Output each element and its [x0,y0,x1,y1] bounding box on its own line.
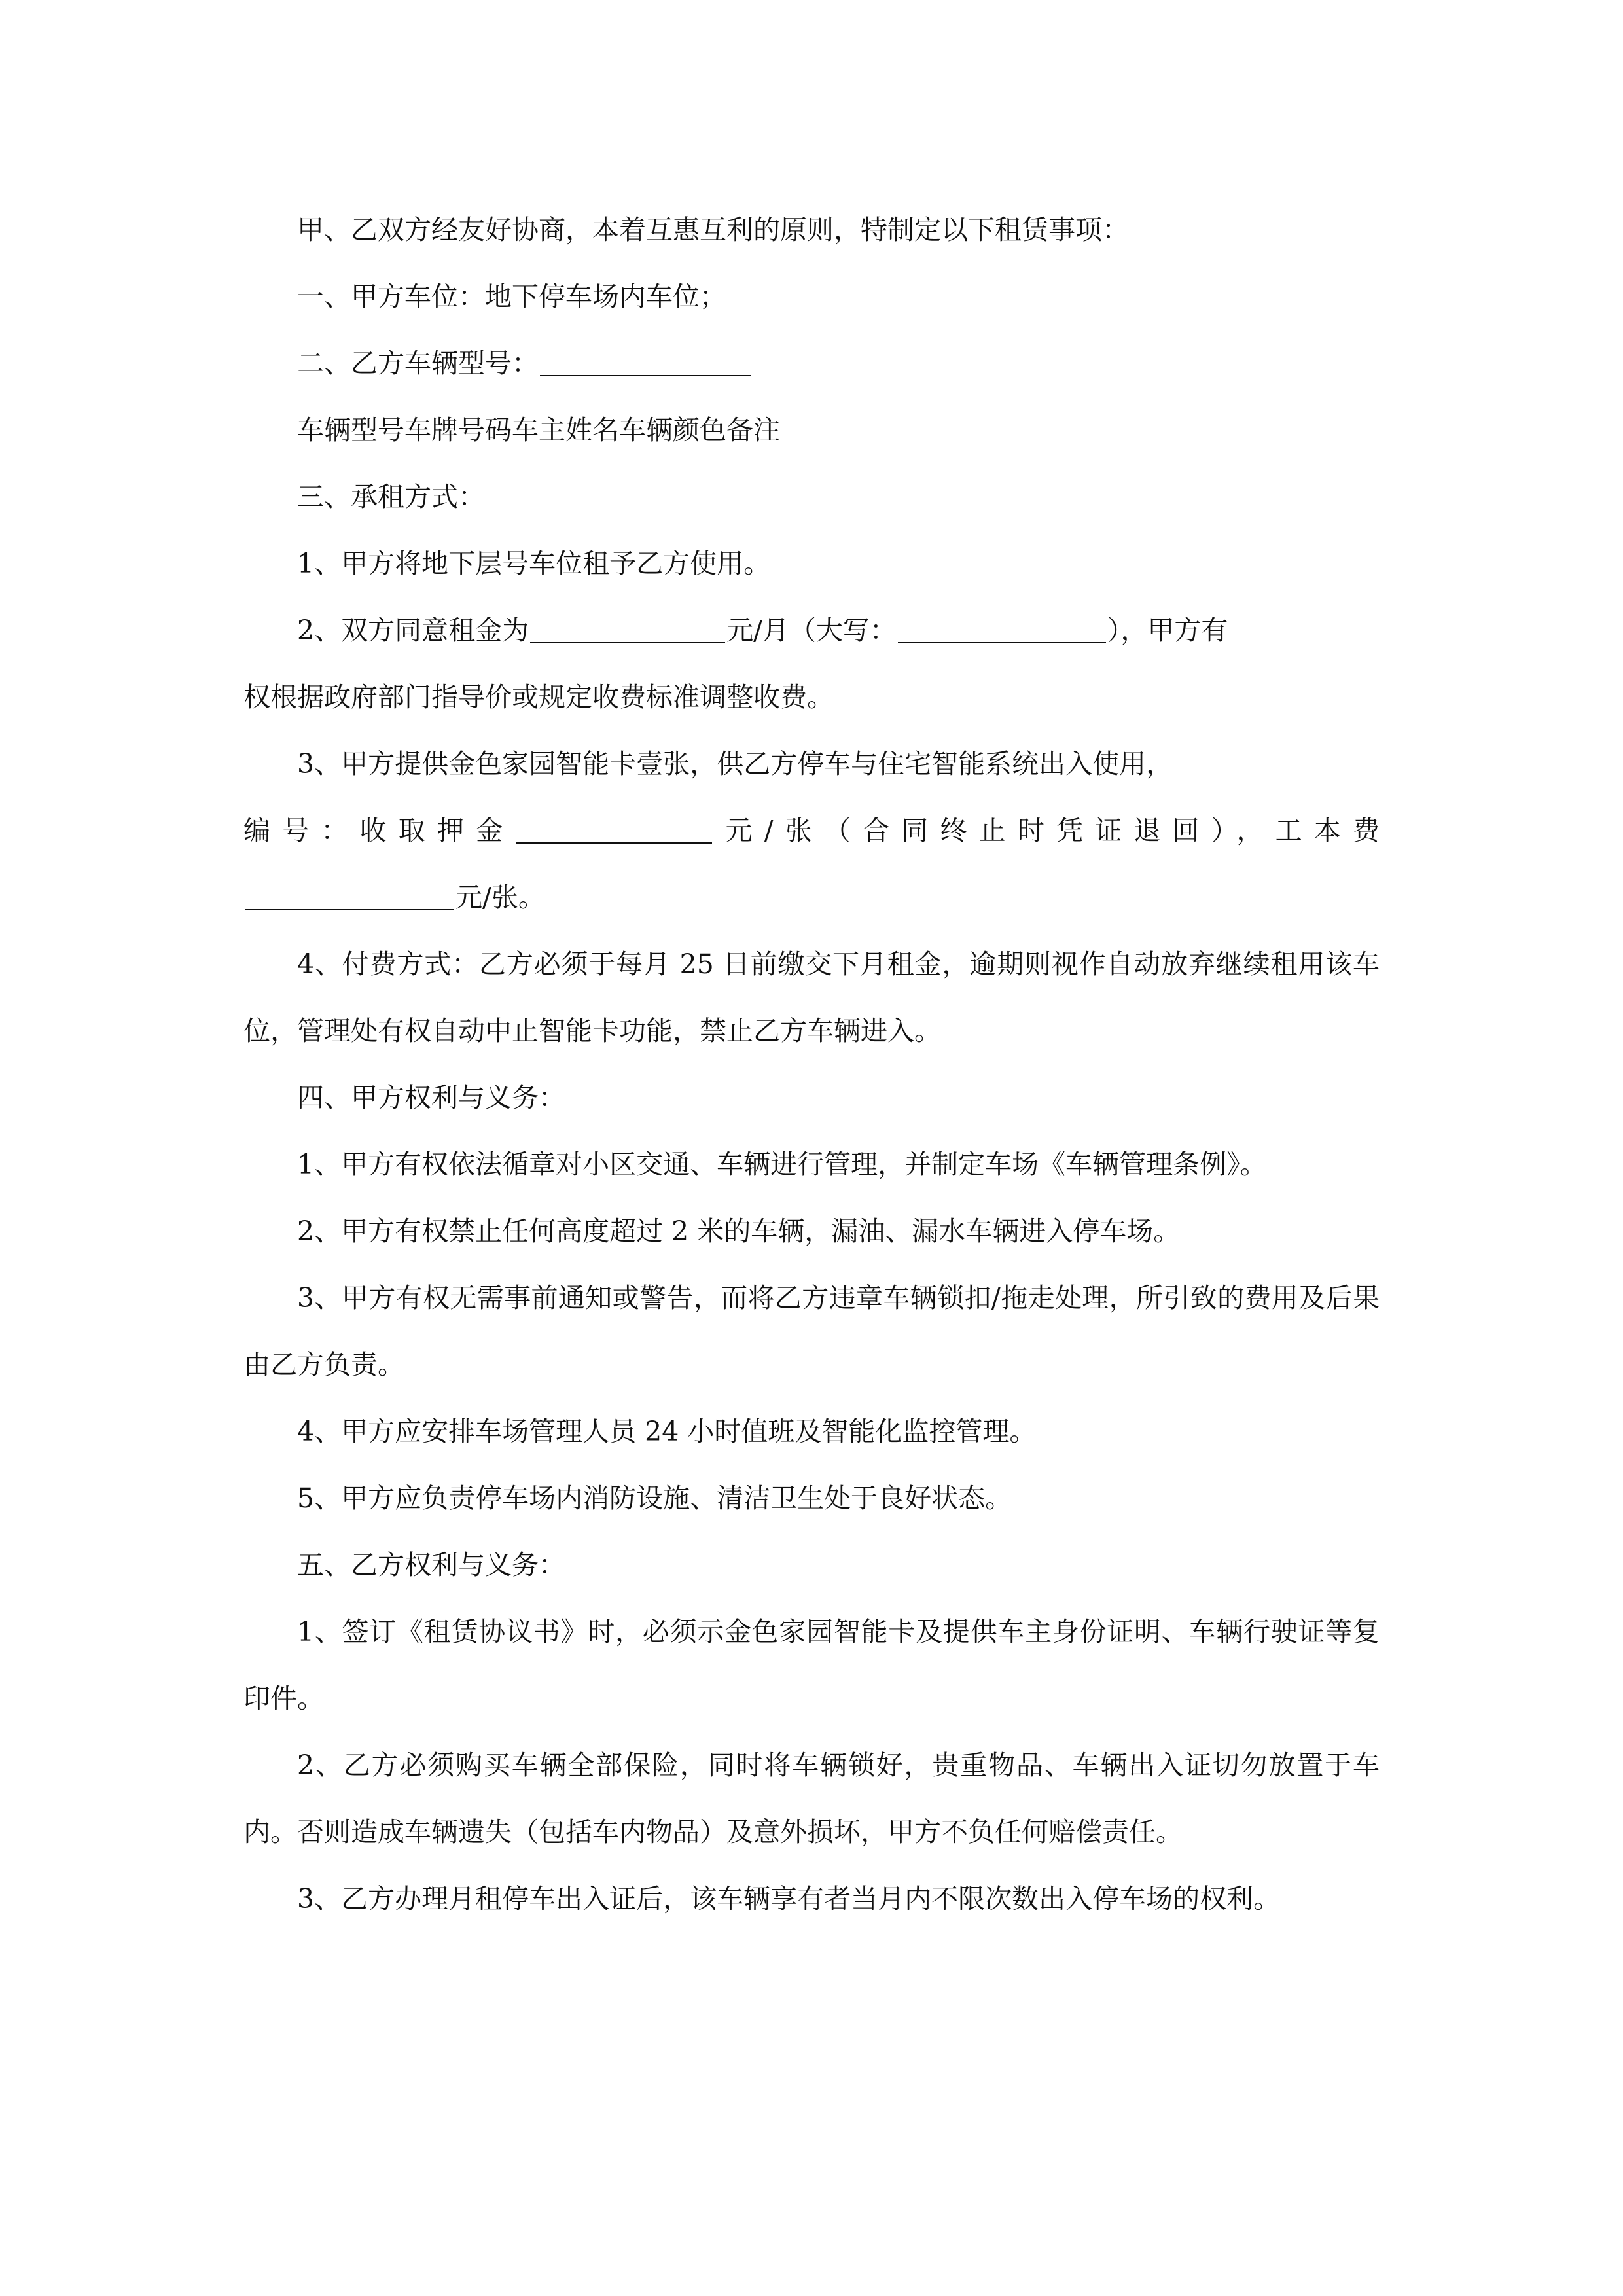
clause-5-1: 1、签订《租赁协议书》时，必须示金色家园智能卡及提供车主身份证明、车辆行驶证等复印件。 [243,1616,1380,1714]
clause-3-2-part-c: ），甲方有 [1107,615,1228,646]
clause-5-3: 3、乙方办理月租停车出入证后，该车辆享有者当月内不限次数出入停车场的权利。 [297,1883,1281,1914]
clause-3-3-part-c: 元/张（合同终止时凭证退回），工本费 [713,815,1380,846]
clause-4-5: 5、甲方应负责停车场内消防设施、清洁卫生处于良好状态。 [297,1482,1012,1514]
rent-amount-blank [530,619,725,643]
section-4-heading: 四、甲方权利与义务： [297,1082,565,1113]
intro-paragraph: 甲、乙双方经友好协商，本着互惠互利的原则，特制定以下租赁事项： [297,214,1129,245]
deposit-amount-blank [516,819,712,844]
clause-3-3 [243,730,1380,797]
clause-3-2-part-d: 权根据政府部门指导价或规定收费标准调整收费。 [243,681,834,713]
clause-5-2: 2、乙方必须购买车辆全部保险，同时将车辆锁好，贵重物品、车辆出入证切勿放置于车内。否则造成车辆遗失（包括车内物品）及意外损坏，甲方不负任何赔偿责任。 [243,1749,1380,1848]
clause-3-1: 1、甲方将地下层号车位租予乙方使用。 [297,548,771,579]
card-fee-blank [245,886,454,910]
section-3-heading: 三、承租方式： [297,481,485,512]
clause-3-4-payment: 4、付费方式：乙方必须于每月 25 日前缴交下月租金，逾期则视作自动放弃继续租用该车位，管理处有权自动中止智能卡功能，禁止乙方车辆进入。 [243,948,1380,1047]
clause-4-2: 2、甲方有权禁止任何高度超过 2 米的车辆，漏油、漏水车辆进入停车场。 [297,1215,1181,1247]
clause-4-3: 3、甲方有权无需事前通知或警告，而将乙方违章车辆锁扣/拖走处理，所引致的费用及后果由乙方负责。 [243,1282,1380,1380]
rent-uppercase-blank [898,619,1106,643]
vehicle-table-headers: 车辆型号车牌号码车主姓名车辆颜色备注 [297,414,780,446]
clause-4-4: 4、甲方应安排车场管理人员 24 小时值班及智能化监控管理。 [297,1416,1037,1447]
vehicle-model-blank [540,351,751,376]
section-2-vehicle-model [243,330,1380,397]
clause-3-2 [243,597,1380,730]
clause-3-3-line-2 [243,797,1380,864]
contract-body [243,196,1380,1932]
section-5-heading: 五、乙方权利与义务： [297,1549,565,1581]
clause-3-3-part-d: 元/张。 [455,882,545,913]
section-1-parking-space: 一、甲方车位：地下停车场内车位； [297,281,726,312]
section-2-label: 二、乙方车辆型号： [297,348,539,379]
clause-3-3-part-b: 编号：收取押金 [243,815,515,846]
clause-3-2-part-b: 元/月（大写： [726,615,897,646]
clause-3-3-line-3 [243,864,1380,931]
clause-3-3-part-a: 3、甲方提供金色家园智能卡壹张，供乙方停车与住宅智能系统出入使用， [297,748,1173,780]
clause-4-1: 1、甲方有权依法循章对小区交通、车辆进行管理，并制定车场《车辆管理条例》。 [297,1149,1267,1180]
clause-3-2-part-a: 2、双方同意租金为 [297,615,529,646]
